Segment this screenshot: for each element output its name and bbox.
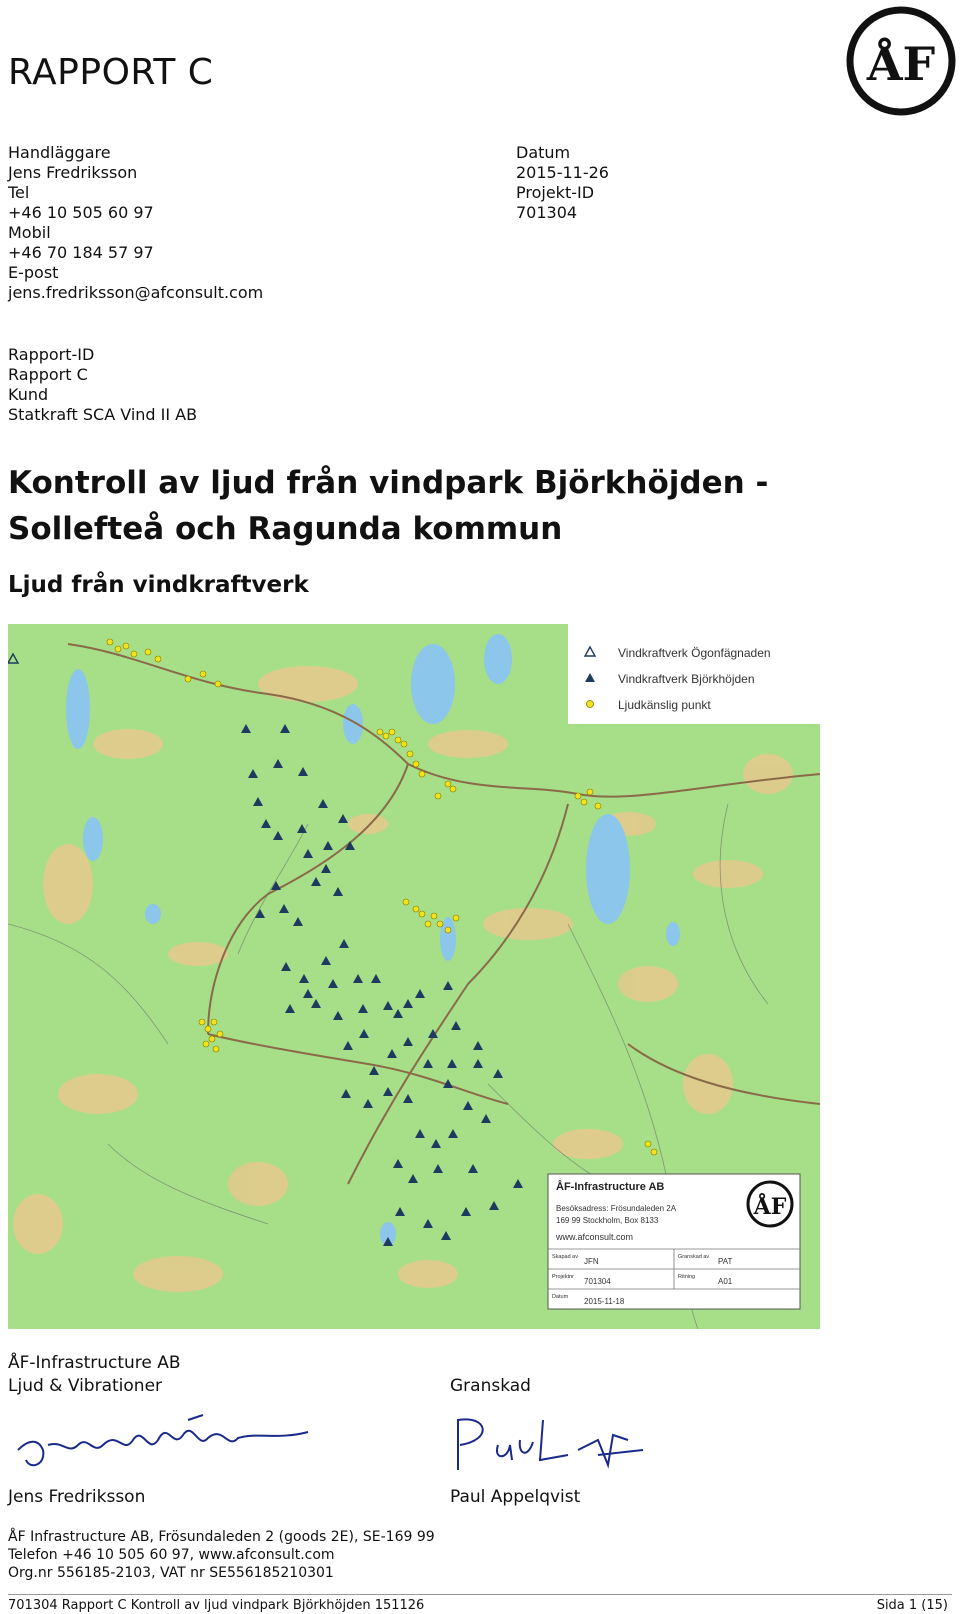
sensitive-point [435, 793, 441, 799]
sensitive-point [575, 793, 581, 799]
client-value: Statkraft SCA Vind II AB [8, 405, 198, 424]
mobile-value: +46 70 184 57 97 [8, 243, 154, 262]
sensitive-point [453, 915, 459, 921]
reviewer-signature [448, 1410, 648, 1480]
document-subtitle: Ljud från vindkraftverk [8, 572, 309, 598]
footer-document-ref: 701304 Rapport C Kontroll av ljud vindpark Björkhöjden 151126 [8, 1598, 425, 1613]
legend-label: Ljudkänslig punkt [618, 698, 711, 712]
sensitive-point [445, 781, 451, 787]
title-line-1: Kontroll av ljud från vindpark Björkhöjden - [8, 465, 769, 501]
signature-company-block [8, 1352, 181, 1398]
email-label: E-post [8, 263, 59, 282]
sensitive-point [145, 649, 151, 655]
sensitive-point [419, 911, 425, 917]
sensitive-point [203, 1041, 209, 1047]
sensitive-point [401, 741, 407, 747]
yellow-dot-icon [587, 701, 594, 708]
sensitive-point [155, 656, 161, 662]
sensitive-point [407, 751, 413, 757]
sensitive-point [185, 676, 191, 682]
tb-key: Granskad av [678, 1254, 710, 1260]
title-block-logo-text: ÅF [753, 1194, 787, 1220]
tb-value: 2015-11-18 [584, 1297, 625, 1306]
title-block-address-2: 169 99 Stockholm, Box 8133 [556, 1216, 659, 1225]
legend-label: Vindkraftverk Björkhöjden [618, 672, 755, 686]
title-block-address-1: Besöksadress: Frösundaleden 2A [556, 1204, 677, 1213]
signature-department: Ljud & Vibrationer [8, 1376, 163, 1396]
sensitive-point [123, 643, 129, 649]
tb-value: PAT [718, 1257, 733, 1266]
sensitive-point [581, 799, 587, 805]
report-title: RAPPORT C [8, 52, 214, 93]
email-value[interactable]: jens.fredriksson@afconsult.com [8, 283, 264, 302]
title-block-web: www.afconsult.com [556, 1232, 634, 1242]
report-id-block [8, 345, 197, 425]
sensitive-point [115, 646, 121, 652]
sensitive-point [383, 733, 389, 739]
sensitive-point [450, 786, 456, 792]
sensitive-point [213, 1046, 219, 1052]
sensitive-point [437, 921, 443, 927]
logo-text: ÅF [866, 37, 936, 91]
sensitive-point [587, 789, 593, 795]
sensitive-point [651, 1149, 657, 1155]
title-block-company: ÅF-Infrastructure AB [556, 1181, 665, 1193]
tb-value: 701304 [584, 1277, 611, 1286]
af-logo [846, 6, 956, 116]
tb-key: Ritning [678, 1274, 696, 1280]
legend-label: Vindkraftverk Ögonfägnaden [618, 646, 771, 660]
sensitive-point [389, 729, 395, 735]
document-title [8, 460, 908, 552]
address-line-2: Telefon +46 10 505 60 97, www.afconsult.com [8, 1547, 335, 1563]
sensitive-point [211, 1019, 217, 1025]
handler-label: Handläggare [8, 143, 111, 162]
project-value: 701304 [516, 203, 578, 222]
tb-key: Datum [552, 1294, 569, 1300]
sensitive-point [425, 921, 431, 927]
signature-company: ÅF-Infrastructure AB [8, 1353, 181, 1373]
sensitive-point [107, 639, 113, 645]
tb-value: A01 [718, 1277, 733, 1286]
footer-page-number: Sida 1 (15) [876, 1598, 948, 1613]
sensitive-point [445, 927, 451, 933]
tb-value: JFN [584, 1257, 599, 1266]
sensitive-point [199, 1019, 205, 1025]
sensitive-point [595, 803, 601, 809]
client-label: Kund [8, 385, 49, 404]
reviewed-label: Granskad [450, 1376, 531, 1396]
mobile-label: Mobil [8, 223, 51, 242]
company-address [8, 1528, 435, 1582]
site-map [8, 624, 820, 1329]
sensitive-point [419, 771, 425, 777]
project-label: Projekt-ID [516, 183, 595, 202]
sensitive-point [403, 899, 409, 905]
sensitive-point [413, 761, 419, 767]
date-value: 2015-11-26 [516, 163, 609, 182]
sensitive-point [395, 737, 401, 743]
sensitive-point [205, 1026, 211, 1032]
contact-block [8, 143, 263, 303]
reviewer-name: Paul Appelqvist [450, 1487, 581, 1507]
address-line-1: ÅF Infrastructure AB, Frösundaleden 2 (goods 2E), SE-169 99 [8, 1529, 435, 1545]
sensitive-point [217, 1031, 223, 1037]
sensitive-point [131, 651, 137, 657]
sensitive-point [431, 913, 437, 919]
handler-name: Jens Fredriksson [8, 163, 138, 182]
title-line-2: Sollefteå och Ragunda kommun [8, 511, 563, 547]
map-title-block [548, 1174, 800, 1309]
sensitive-point [209, 1036, 215, 1042]
tb-key: Skapad av [552, 1254, 578, 1260]
report-id-value: Rapport C [8, 365, 88, 384]
tel-value: +46 10 505 60 97 [8, 203, 154, 222]
address-line-3: Org.nr 556185-2103, VAT nr SE556185210301 [8, 1565, 334, 1581]
tb-key: Projektnr [552, 1274, 575, 1280]
meta-block [516, 143, 609, 223]
sensitive-point [200, 671, 206, 677]
author-name: Jens Fredriksson [8, 1487, 146, 1507]
sensitive-point [215, 681, 221, 687]
tel-label: Tel [8, 183, 30, 202]
author-signature [8, 1410, 328, 1480]
date-label: Datum [516, 143, 571, 162]
sensitive-point [413, 906, 419, 912]
footer-divider [8, 1594, 952, 1595]
sensitive-point [645, 1141, 651, 1147]
report-id-label: Rapport-ID [8, 345, 95, 364]
sensitive-point [377, 729, 383, 735]
